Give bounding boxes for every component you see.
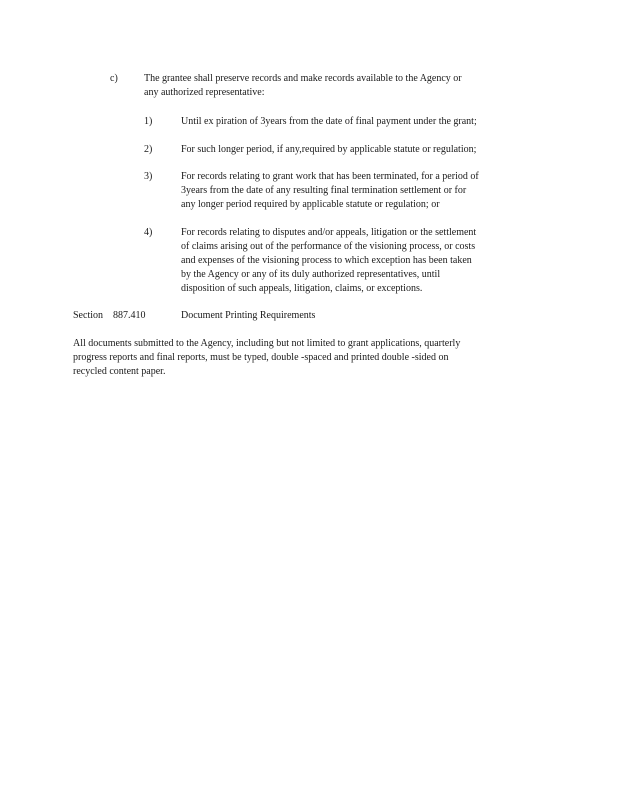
- paragraph-line: recycled content paper.: [73, 366, 166, 377]
- subitem-text-line: Until ex piration of 3years from the date of final payment under the grant;: [181, 116, 477, 127]
- subitem-text-line: 3years from the date of any resulting final termination settlement or for: [181, 185, 467, 196]
- subitem-number: 1): [144, 116, 153, 127]
- item-c-text-line: The grantee shall preserve records and make records available to the Agency or: [144, 73, 462, 84]
- section-label: Section: [73, 310, 103, 321]
- section-number: 887.410: [113, 310, 146, 321]
- subitem-text-line: For records relating to disputes and/or appeals, litigation or the settlement: [181, 227, 477, 238]
- subitem-text-line: For records relating to grant work that has been terminated, for a period of: [181, 171, 479, 182]
- subitem-text-line: of claims arising out of the performance of the visioning process, or costs: [181, 241, 476, 252]
- paragraph-line: All documents submitted to the Agency, including but not limited to grant applications, quarterly: [73, 338, 461, 349]
- paragraph-line: progress reports and final reports, must be typed, double -spaced and printed double -sided on: [73, 352, 449, 363]
- subitem-text-line: disposition of such appeals, litigation, claims, or exceptions.: [181, 283, 423, 294]
- subitem-text-line: and expenses of the visioning process to which exception has been taken: [181, 255, 472, 266]
- subitem-text-line: For such longer period, if any,required by applicable statute or regulation;: [181, 144, 477, 155]
- section-title: Document Printing Requirements: [181, 310, 316, 321]
- item-c-text-line: any authorized representative:: [144, 87, 265, 98]
- subitem-number: 2): [144, 144, 153, 155]
- subitem-number: 3): [144, 171, 153, 182]
- subitem-text-line: by the Agency or any of its duly authorized representatives, until: [181, 269, 441, 280]
- item-c-marker: c): [110, 73, 118, 84]
- subitem-number: 4): [144, 227, 153, 238]
- subitem-text-line: any longer period required by applicable statute or regulation; or: [181, 199, 440, 210]
